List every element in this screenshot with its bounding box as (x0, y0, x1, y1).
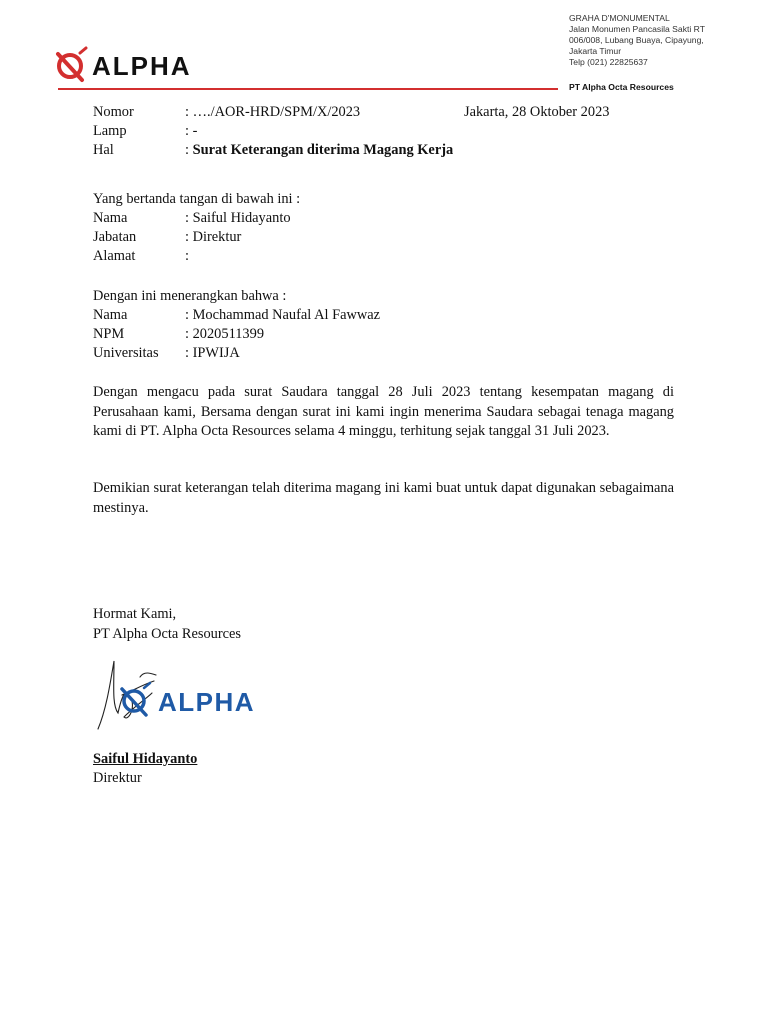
address-line: GRAHA D'MONUMENTAL (569, 13, 670, 23)
field-value: : Direktur (185, 229, 242, 245)
meta-nomor (93, 103, 360, 122)
body-paragraph: Dengan mengacu pada surat Saudara tanggal 28 Juli 2023 tentang kesempatan magang di Perusahaan kami, Bersama dengan surat ini kami ingin menerima Saudara sebagai tenaga magang kami di PT. Alpha Octa Resources selama 4 minggu, terhitung sejak tanggal 31 Juli 2023. (93, 384, 674, 439)
field-label: Jabatan (93, 229, 137, 245)
field-value: : IPWIJA (185, 345, 240, 361)
subject-field (93, 306, 380, 325)
address-line: 006/008, Lubang Buaya, Cipayung, (569, 35, 704, 45)
closing-paragraph: Demikian surat keterangan telah diterima magang ini kami buat untuk dapat digunakan sebagaimana mestinya. (93, 480, 674, 516)
signer-name-row (93, 750, 197, 769)
field-label: Alamat (93, 248, 136, 264)
field-label: Universitas (93, 345, 159, 361)
closing-greeting: Hormat Kami, (93, 606, 177, 622)
closing-company: PT Alpha Octa Resources (93, 626, 242, 642)
signer-field (93, 247, 189, 266)
signature-stamp (92, 655, 292, 735)
field-label: NPM (93, 326, 125, 342)
field-value: : (185, 248, 189, 264)
signer-title: Direktur (93, 770, 142, 786)
field-value: : 2020511399 (185, 326, 265, 342)
address-phone: Telp (021) 22825637 (569, 57, 648, 67)
signer-field (93, 209, 291, 228)
subject-field (93, 344, 240, 363)
header-divider (58, 88, 558, 90)
hal-value: Surat Keterangan diterima Magang Kerja (192, 142, 454, 158)
intro-subject: Dengan ini menerangkan bahwa : (93, 288, 287, 304)
intro-signer: Yang bertanda tangan di bawah ini : (93, 191, 301, 207)
field-label: Nama (93, 307, 128, 323)
field-label: Nama (93, 210, 128, 226)
hal-label: Hal (93, 142, 114, 158)
address-line: Jalan Monumen Pancasila Sakti RT (569, 24, 705, 34)
meta-hal (93, 141, 453, 160)
alpha-logo-mark-icon (58, 48, 86, 80)
company-address (569, 13, 759, 68)
nomor-value: : …./AOR-HRD/SPM/X/2023 (185, 104, 361, 120)
lamp-label: Lamp (93, 123, 127, 139)
signer-field (93, 228, 241, 247)
field-value: : Saiful Hidayanto (185, 210, 291, 226)
lamp-value: : - (185, 123, 198, 139)
header-company-name: PT Alpha Octa Resources (569, 82, 674, 92)
nomor-label: Nomor (93, 104, 134, 120)
meta-lamp (93, 122, 197, 141)
signer-name: Saiful Hidayanto (93, 751, 198, 767)
letter-date: Jakarta, 28 Oktober 2023 (464, 104, 610, 120)
field-value: : Mochammad Naufal Al Fawwaz (185, 307, 381, 323)
address-line: Jakarta Timur (569, 46, 622, 56)
hal-colon: : (185, 142, 193, 158)
stamp-logo-text: ALPHA (158, 687, 256, 717)
alpha-logo-text: ALPHA (92, 51, 192, 81)
subject-field (93, 325, 264, 344)
alpha-logo (52, 44, 234, 88)
